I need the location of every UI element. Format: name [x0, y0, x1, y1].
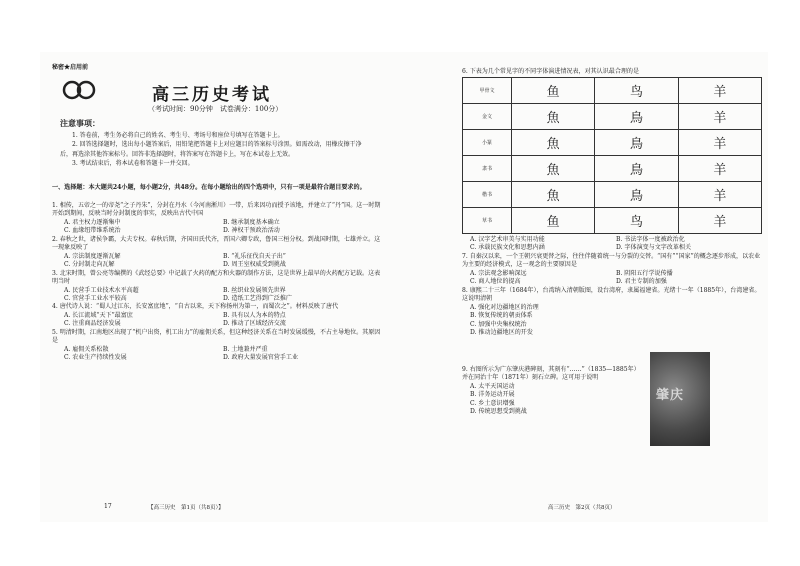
notice-item: 3. 考试结束后，将本试卷和答题卡一并交回。	[72, 159, 194, 167]
script-char: 鱼	[512, 208, 595, 234]
option: B. 具有以人为本的特点	[223, 311, 286, 319]
option: C. 官营手工业水平较高	[64, 294, 127, 302]
option: A. 强化对边疆地区的治理	[470, 303, 539, 311]
right-footer: 高三历史 第2页（共8页）	[548, 505, 616, 511]
option: A. 长江流域“天下”最富庶	[64, 311, 133, 319]
table-row	[463, 130, 762, 156]
question-stem: 6. 下表为几个常见字的不同字体演进情况表，对其认识最合理的是	[462, 68, 640, 75]
stele-image	[650, 352, 710, 446]
exam-logo-icon	[62, 80, 96, 100]
option: D. 神权干预政治活动	[223, 227, 280, 235]
option: A. 太平天国运动	[470, 382, 515, 390]
option: B. “礼乐征伐自天子出”	[223, 252, 286, 260]
notice-list	[60, 131, 370, 168]
left-questions	[52, 202, 382, 363]
stele-text: 肇庆	[656, 388, 685, 403]
question-stem: 9. 右图所示为广东肇庆港碑刻，其刻有“……”（1835—1885年）并在同治十年（1871年）刻石立碑。这可用于说明	[462, 366, 640, 382]
question-stem: 8. 康熙二十三年（1684年），台湾纳入清朝版图，设台湾府，隶属福建省。光绪十一年（1885年），台湾建省。这说明清朝	[462, 286, 761, 303]
script-char: 鳥	[595, 104, 678, 130]
option: D. 政府大量发展官营手工业	[223, 354, 298, 362]
table-row	[463, 182, 762, 208]
option: C. 承载民族文化和思想内涵	[470, 244, 545, 252]
question	[52, 329, 382, 363]
page-title: 高三历史考试	[152, 85, 272, 105]
question-stem: 2. 春秋之世，诸侯争霸，大夫专权。春秋后期，齐国田氏代齐，晋国六卿专政，鲁国三桓分权。到战国时期，七雄并立。这一现象反映了	[52, 235, 381, 252]
option: B. 洋务运动开展	[470, 391, 515, 399]
option: A. 汉字艺术审美与实用功能	[470, 236, 545, 243]
script-label: 草书	[463, 208, 512, 234]
script-char: 鸟	[595, 78, 678, 104]
question-stem: 3. 北宋时期，曾公亮等编撰的《武经总要》中记载了火药的配方和火器的制作方法，这是世界上最早的火药配方记载。这表明当时	[52, 269, 381, 286]
option: D. 字体演变与文字改革相关	[616, 244, 691, 252]
option: D. 周王室权威受到挑战	[223, 261, 286, 269]
question	[462, 253, 762, 287]
option: A. 宗法制度逐渐瓦解	[64, 252, 121, 260]
secret-mark: 秘密★启用前	[52, 64, 89, 71]
table-row	[463, 208, 762, 234]
script-char: 羊	[678, 182, 761, 208]
notice-item: 1. 答卷前，考生务必将自己的姓名、考生号、考场号和座位号填写在答题卡上。	[72, 132, 284, 139]
question-stem: 4. 唐代诗人说：“蜀人过江东，长安富庶地”，“自古以来，天下称扬州为第一，而蜀次之”。材料反映了唐代	[52, 303, 339, 311]
option: A. 雇佣关系松散	[64, 345, 109, 353]
option: D. 传统思想受到挑战	[470, 408, 527, 416]
option: C. 加强中央集权统治	[470, 320, 527, 328]
question-stem: 1. 相传，五帝之一的帝尧“之子丹朱”，分封在丹水（今河南淅川）一带，后来因功而授予该地，并建立了“丹”国。这一时期开始到期间，反映当时分封制度的事实，反映出古代中国	[52, 202, 381, 218]
script-char: 魚	[512, 130, 595, 156]
question-stem: 5. 明清时期，江南地区出现了“机户出资，机工出力”的雇佣关系，但这种经济关系在当时发展缓慢，不占主导地位。其原因是	[52, 328, 381, 345]
question-stem: 7. 自秦汉以来，一个王朝兴衰更替之际，往往伴随着统一与分裂的交替。“国有”“国家”的概念逐步形成，以农业为主要的经济模式，这一观念的主要原因是	[462, 252, 761, 269]
script-char: 羊	[678, 156, 761, 182]
table-row	[463, 104, 762, 130]
option: A. 君主权力逐渐集中	[64, 218, 121, 226]
script-table	[462, 77, 762, 234]
script-char: 鳥	[595, 182, 678, 208]
option: B. 继承制度基本确立	[223, 218, 280, 226]
script-char: 鱼	[512, 78, 595, 104]
option: D. 推动了区域经济交流	[223, 320, 286, 328]
option: C. 商人地位的提高	[470, 278, 521, 286]
notice-item: 2. 回答选择题时，选出每小题答案后，用铅笔把答题卡上对应题目的答案标号涂黑。如需改动，用橡皮擦干净后，再选涂其他答案标号。回答非选择题时，将答案写在答题卡上，写在本试卷上无效。	[60, 141, 362, 158]
question	[52, 303, 382, 328]
script-char: 鳥	[595, 130, 678, 156]
script-char: 魚	[512, 182, 595, 208]
left-footer: 【高三历史 第1页（共8页）】	[148, 505, 224, 511]
script-char: 羊	[678, 130, 761, 156]
table-row	[463, 78, 762, 104]
option: C. 农业生产持续性发展	[64, 354, 127, 362]
script-label: 隶书	[463, 156, 512, 182]
section-heading: 一、选择题：本大题共24小题，每小题2分，共48分。在每小题给出的四个选项中，只有一项是最符合题目要求的。	[52, 184, 366, 191]
notice-heading: 注意事项：	[60, 118, 100, 128]
table-row	[463, 156, 762, 182]
option: B. 土地兼并严重	[223, 345, 268, 353]
option: A. 宗法观念影响深远	[470, 269, 527, 277]
option: A. 民营手工业技术水平高超	[64, 286, 139, 294]
question	[462, 287, 762, 338]
exam-subtitle: （考试时间：90分钟 试卷满分：100分）	[148, 105, 283, 113]
option: B. 丝织业发展领先世界	[223, 286, 286, 294]
script-char: 羊	[678, 104, 761, 130]
script-char: 魚	[512, 104, 595, 130]
script-label: 楷书	[463, 182, 512, 208]
script-char: 羊	[678, 208, 761, 234]
script-label: 小篆	[463, 130, 512, 156]
script-label: 甲骨文	[463, 78, 512, 104]
option: D. 推动边疆地区的开发	[470, 328, 533, 336]
option: B. 书法字体一度被政治化	[616, 236, 685, 243]
script-char: 魚	[512, 156, 595, 182]
question	[52, 202, 382, 236]
option: D. 君主专制的加强	[616, 278, 667, 286]
question	[462, 366, 644, 417]
option: C. 血缘纽带维系统治	[64, 227, 121, 235]
question	[52, 270, 382, 304]
option: C. 乡土意识增强	[470, 399, 515, 407]
question	[52, 236, 382, 270]
option: D. 造纸工艺得到广泛推广	[223, 294, 292, 302]
option: C. 注重商品经济发展	[64, 320, 121, 328]
script-char: 羊	[678, 78, 761, 104]
option: B. 阴阳五行学说传播	[616, 269, 673, 277]
option: C. 分封制走向瓦解	[64, 261, 115, 269]
script-label: 金文	[463, 104, 512, 130]
option: B. 恢复传统的朝贡体系	[470, 312, 533, 320]
script-char: 鳥	[595, 156, 678, 182]
page-mark: 17	[104, 503, 112, 510]
script-char: 鸟	[595, 208, 678, 234]
right-questions	[462, 236, 762, 337]
